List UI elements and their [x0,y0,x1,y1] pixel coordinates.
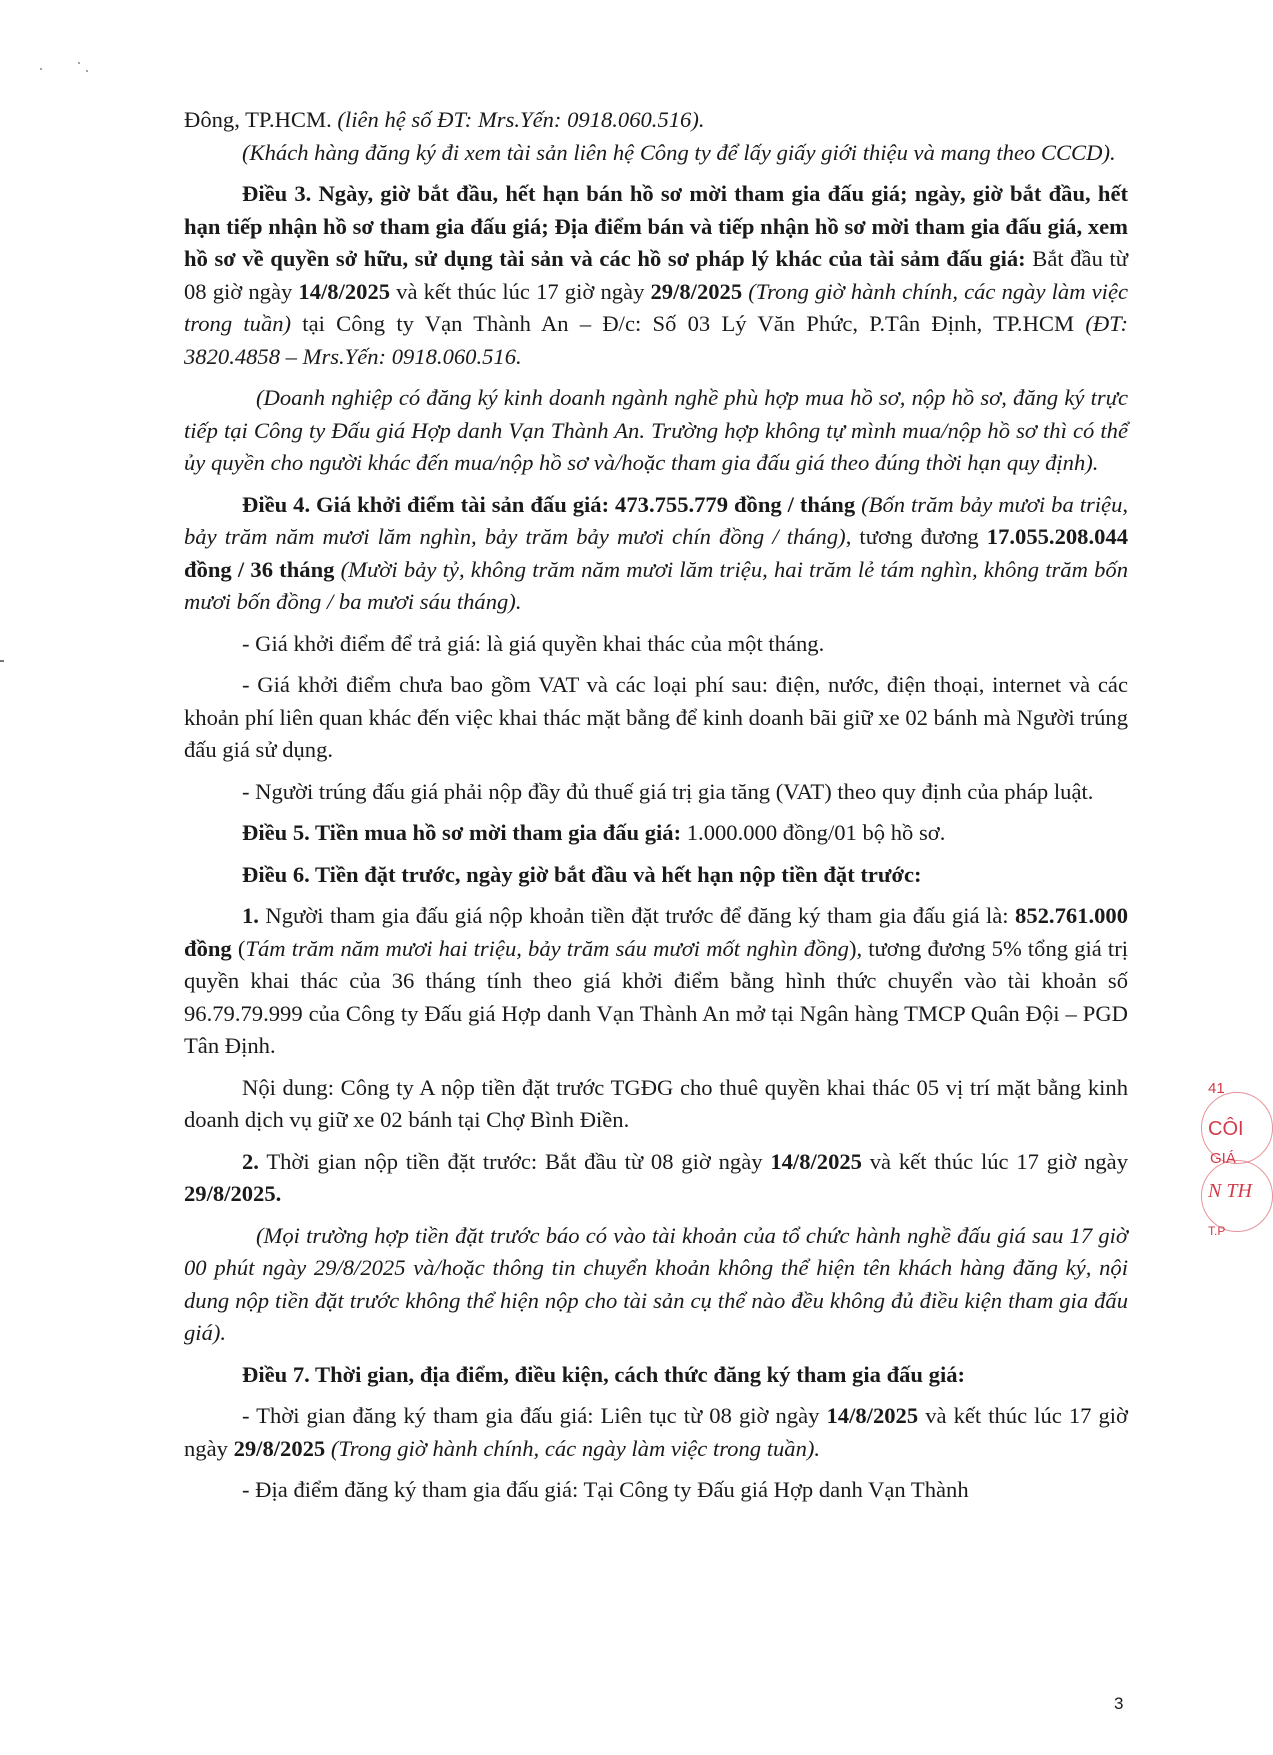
scan-specks [40,60,100,90]
date-start: 14/8/2025 [770,1148,862,1174]
company-seal-stamp [1196,1080,1252,1240]
total-price-in-words: (Mười bảy tỷ, không trăm năm mươi lăm triệu, hai trăm lẻ tám nghìn, không trăm bốn mươi bốn đồng / ba mươi sáu tháng). [184,556,1128,614]
text-span: Đông, TP.HCM. [184,107,338,132]
text-span: Người tham gia đấu giá nộp khoản tiền đặt trước để đăng ký tham gia đấu giá là: [258,903,1016,928]
payment-content: Nội dung: Công ty A nộp tiền đặt trước TGĐG cho thuê quyền khai thác 05 vị trí mặt bằng kinh doanh dịch vụ giữ xe 02 bánh tại Chợ Bình Điền. [184,1074,1128,1132]
contact-note: (liên hệ số ĐT: Mrs.Yến: 0918.060.516). [337,107,705,132]
paragraph-enterprise-note [184,382,1128,480]
date-end: 29/8/2025. [184,1181,282,1206]
bullet-registration-time [184,1400,1128,1465]
date-end: 29/8/2025 [650,278,743,304]
article-4-heading: Điều 4. Giá khởi điểm tài sản đấu giá: 473.755.779 đồng / tháng [242,491,856,517]
office-hours-note: (Trong giờ hành chính, các ngày làm việc trong tuần) [184,278,1128,336]
article-6-heading: Điều 6. Tiền đặt trước, ngày giờ bắt đầu và hết hạn nộp tiền đặt trước: [242,861,922,887]
stamp-fragment: CÔI [1208,1118,1244,1140]
deposit-note: (Mọi trường hợp tiền đặt trước báo có vào tài khoản của tổ chức hành nghề đấu giá sau 17 giờ 00 phút ngày 29/8/2025 và/hoặc thông tin chuyển khoản không thể hiện tên khách hàng đăng ký, nội dung nộp tiền đặt trước không thể hiện nộp cho tài sản cụ thể nào đều không đủ điều kiện tham gia đấu giá). [184,1222,1128,1345]
item-number: 1. [242,903,259,928]
text-span: , tương đương [845,524,987,549]
item-number: 2. [242,1148,259,1174]
text-span: tại Công ty Vạn Thành An – Đ/c: Số 03 Lý Văn Phức, P.Tân Định, TP.HCM [291,311,1086,336]
scan-edge-mark [0,660,4,662]
text-span: và kết thúc lúc 17 giờ ngày [390,278,651,304]
date-end: 29/8/2025 [233,1435,326,1461]
article-7-heading: Điều 7. Thời gian, địa điểm, điều kiện, cách thức đăng ký tham gia đấu giá: [242,1361,966,1387]
stamp-fragment: N TH [1208,1180,1252,1202]
bullet-registration-place: - Địa điểm đăng ký tham gia đấu giá: Tại Công ty Đấu giá Hợp danh Vạn Thành [242,1477,969,1502]
paragraph-address-continuation [184,104,1128,137]
text-span: ), tương đương 5% tổng giá trị quyền khai thác của 36 tháng tính theo giá khởi điểm bằng hình thức chuyển vào tài khoản số 96.79.79.999 của Công ty Đấu giá Hợp danh Vạn Thành An mở tại Ngân hàng TMCP Quân Đội – PGD Tân Định. [184,935,1128,1058]
paragraph-viewing-note [184,137,1128,170]
article-6 [184,859,1128,892]
text-span: - Thời gian đăng ký tham gia đấu giá: Liên tục từ 08 giờ ngày [242,1403,827,1428]
article-7 [184,1359,1128,1392]
phone-note: (ĐT: 3820.4858 – Mrs.Yến: 0918.060.516. [184,311,1128,369]
text-span: 1.000.000 đồng/01 bộ hồ sơ. [681,820,946,845]
article-4 [184,489,1128,619]
article-3 [184,178,1128,373]
article-6-item-2 [184,1146,1128,1211]
text-span: ( [231,935,246,961]
text-span: và kết thúc lúc 17 giờ ngày [184,1403,1129,1461]
text-span: và kết thúc lúc 17 giờ ngày [861,1148,1128,1174]
stamp-fragment: 41 [1208,1080,1225,1097]
bullet-vat-obligation: - Người trúng đấu giá phải nộp đầy đủ thuế giá trị gia tăng (VAT) theo quy định của pháp luật. [242,778,1094,804]
document-body [184,104,1128,1507]
article-5 [184,817,1128,850]
article-6-item-1 [184,900,1128,1063]
total-price: 17.055.208.044 đồng / 36 tháng [184,524,1128,582]
paragraph-deposit-note [184,1220,1128,1350]
date-start: 14/8/2025 [298,278,391,304]
bullet-vat-exclusion: - Giá khởi điểm chưa bao gồm VAT và các loại phí sau: điện, nước, điện thoại, internet và các khoản phí liên quan khác đến việc khai thác mặt bằng để kinh doanh bãi giữ xe 02 bánh mà Người trúng đấu giá sử dụng. [184,672,1128,762]
price-in-words: (Bốn trăm bảy mươi ba triệu, bảy trăm năm mươi lăm nghìn, bảy trăm bảy mươi chín đồng / tháng) [184,491,1129,549]
stamp-fragment: GIÁ [1210,1150,1236,1167]
text-span: Bắt đầu từ 08 giờ ngày [184,246,1129,304]
viewing-note: (Khách hàng đăng ký đi xem tài sản liên hệ Công ty để lấy giấy giới thiệu và mang theo CCCD). [242,139,1116,165]
date-start: 14/8/2025 [826,1403,919,1428]
office-hours-note: (Trong giờ hành chính, các ngày làm việc trong tuần). [330,1435,821,1461]
deposit-amount: 852.761.000 đồng [184,903,1128,961]
article-3-heading: Điều 3. Ngày, giờ bắt đầu, hết hạn bán hồ sơ mời tham gia đấu giá; ngày, giờ bắt đầu, hết hạn tiếp nhận hồ sơ tham gia đấu giá; Địa điểm bán và tiếp nhận hồ sơ mời tham gia đấu giá, xem hồ sơ về quyền sở hữu, sử dụng tài sản và các hồ sơ pháp lý khác của tài sảm đấu giá: [184,181,1128,271]
bullet-starting-price: - Giá khởi điểm để trả giá: là giá quyền khai thác của một tháng. [242,630,825,656]
text-span: Thời gian nộp tiền đặt trước: Bắt đầu từ 08 giờ ngày [258,1148,771,1174]
page-number: 3 [1114,1694,1124,1713]
stamp-fragment: T.P [1208,1224,1226,1238]
article-5-heading: Điều 5. Tiền mua hồ sơ mời tham gia đấu giá: [242,820,682,845]
deposit-in-words: Tám trăm năm mươi hai triệu, bảy trăm sáu mươi mốt nghìn đồng [245,935,849,961]
enterprise-note: (Doanh nghiệp có đăng ký kinh doanh ngành nghề phù hợp mua hồ sơ, nộp hồ sơ, đăng ký trực tiếp tại Công ty Đấu giá Hợp danh Vạn Thành An. Trường hợp không tự mình mua/nộp hồ sơ thì có thể ủy quyền cho người khác đến mua/nộp hồ sơ và/hoặc tham gia đấu giá theo đúng thời hạn quy định). [184,385,1128,475]
